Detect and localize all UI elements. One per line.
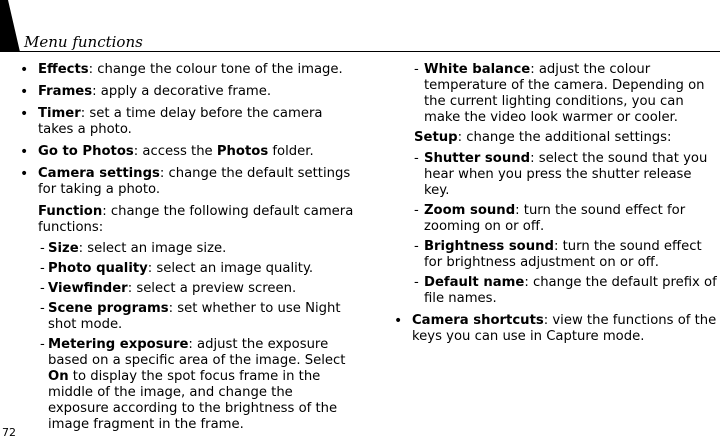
list-item-camera-shortcuts <box>394 313 720 345</box>
right-column <box>394 62 720 351</box>
description: to display the spot focus frame in the middle of the image, and change the exposure according to the brightness of the image fragment in the frame. <box>48 369 338 432</box>
description: : select the sound that you hear when you press the shutter release key. <box>424 151 708 198</box>
dash-marker: - <box>40 241 45 256</box>
description: : set whether to use Night shot mode. <box>48 301 341 332</box>
option-white-balance <box>394 62 720 126</box>
option-size <box>20 241 355 257</box>
sub-item-function <box>20 204 355 236</box>
list-item-frames <box>20 84 355 100</box>
dash-marker: - <box>40 301 45 316</box>
term: Shutter sound <box>424 151 531 166</box>
description: : change the following default camera functions: <box>38 204 354 235</box>
term: Size <box>48 241 79 256</box>
option-brightness-sound <box>394 239 720 271</box>
option-default-name <box>394 275 720 307</box>
term: White balance <box>424 62 531 77</box>
bullet-icon: • <box>20 106 29 122</box>
description: : view the functions of the keys you can use in Capture mode. <box>412 313 717 344</box>
on-option: On <box>48 369 69 384</box>
option-viewfinder <box>20 281 355 297</box>
bullet-icon: • <box>20 84 29 100</box>
dash-marker: - <box>414 62 419 77</box>
description: : adjust the exposure based on a specific area of the image. Select <box>48 337 346 368</box>
bullet-icon: • <box>20 144 29 160</box>
term: Camera settings <box>38 166 160 181</box>
description: : select a preview screen. <box>127 281 297 296</box>
list-item-go-to-photos <box>20 144 355 160</box>
term: Photo quality <box>48 261 148 276</box>
bullet-icon: • <box>20 62 29 78</box>
term: Effects <box>38 62 89 77</box>
description: : turn the sound effect for brightness adjustment on or off. <box>424 239 702 270</box>
list-item-timer <box>20 106 355 138</box>
option-zoom-sound <box>394 203 720 235</box>
term: Scene programs <box>48 301 169 316</box>
left-column <box>20 62 355 437</box>
description: : change the additional settings: <box>457 130 672 145</box>
bullet-icon: • <box>20 166 29 182</box>
dash-marker: - <box>414 275 419 290</box>
page-number: 72 <box>2 426 16 439</box>
term: Default name <box>424 275 525 290</box>
list-item-effects <box>20 62 355 78</box>
description: : select an image size. <box>78 241 227 256</box>
dash-marker: - <box>414 239 419 254</box>
description: : change the default settings for taking a photo. <box>38 166 351 197</box>
dash-marker: - <box>40 261 45 276</box>
option-photo-quality <box>20 261 355 277</box>
term: Viewfinder <box>48 281 128 296</box>
description: : access the <box>133 144 217 159</box>
term: Frames <box>38 84 93 99</box>
term: Camera shortcuts <box>412 313 544 328</box>
description: : change the default prefix of file names. <box>424 275 717 306</box>
term: Function <box>38 204 103 219</box>
bullet-icon: • <box>394 313 403 329</box>
dash-marker: - <box>40 281 45 296</box>
term: Setup <box>414 130 458 145</box>
description: : change the colour tone of the image. <box>88 62 343 77</box>
description: : select an image quality. <box>147 261 314 276</box>
option-scene-programs <box>20 301 355 333</box>
term: Zoom sound <box>424 203 516 218</box>
dash-marker: - <box>414 151 419 166</box>
description: : turn the sound effect for zooming on or off. <box>424 203 686 234</box>
term: Metering exposure <box>48 337 189 352</box>
description: folder. <box>268 144 314 159</box>
description: : set a time delay before the camera takes a photo. <box>38 106 323 137</box>
dash-marker: - <box>414 203 419 218</box>
description: : apply a decorative frame. <box>92 84 272 99</box>
page-header-title: Menu functions <box>24 33 143 51</box>
dash-marker: - <box>40 337 45 352</box>
header-rule <box>16 51 720 52</box>
list-item-camera-settings <box>20 166 355 198</box>
target-folder: Photos <box>216 144 269 159</box>
sub-item-setup <box>394 130 720 146</box>
term: Timer <box>38 106 81 121</box>
option-metering-exposure <box>20 337 355 433</box>
term: Brightness sound <box>424 239 554 254</box>
option-shutter-sound <box>394 151 720 199</box>
term: Go to Photos <box>38 144 134 159</box>
header-tab-shape <box>0 0 20 52</box>
description: : adjust the colour temperature of the camera. Depending on the current lighting conditions, you can make the video look warmer or cooler. <box>424 62 705 125</box>
